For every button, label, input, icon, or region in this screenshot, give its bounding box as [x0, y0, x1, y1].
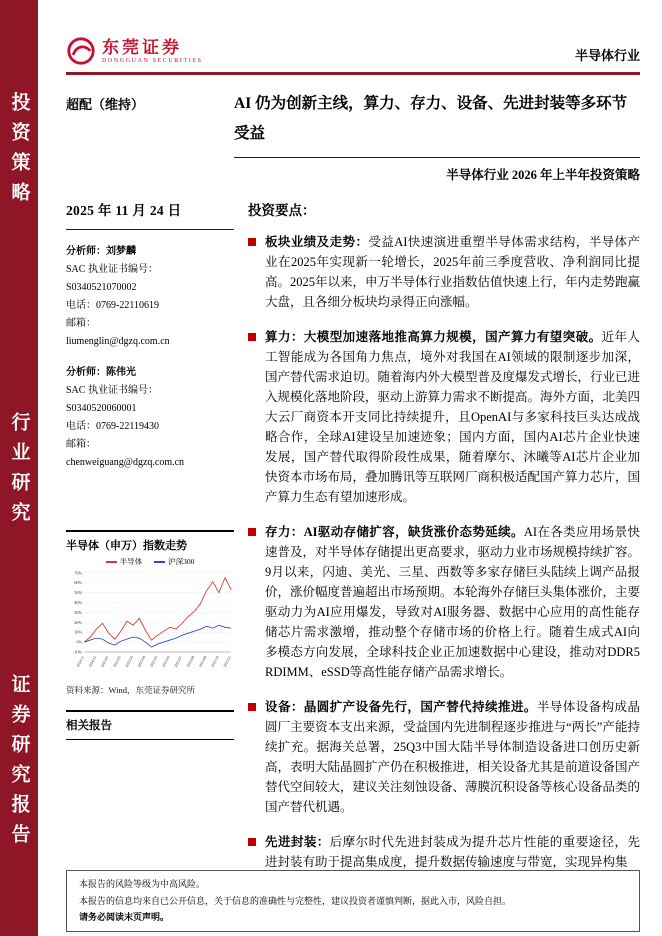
left-column — [66, 199, 234, 887]
sidebar-label-industry-research: 行业研究 — [8, 412, 30, 532]
svg-text:2025/01: 2025/01 — [100, 655, 110, 669]
svg-text:10%: 10% — [74, 630, 83, 636]
analyst-block-2 — [66, 364, 234, 472]
svg-text:20%: 20% — [74, 620, 83, 626]
key-point-computing-power — [248, 327, 640, 507]
bullet-square-icon — [248, 838, 256, 846]
disclaimer-info-source: 本报告的信息均来自已公开信息，关于信息的准确性与完整性，建议投资者谨慎判断，据此入市，风险自担。 — [79, 895, 512, 906]
key-point-body: 半导体设备构成晶圆厂主要资本支出来源，受益国内先进制程逐步推进与“两长”产能持续扩充。据海关总署，25Q3中国大陆半导体制造设备进口创历史新高，表明大陆晶圆扩产仍在积极推进，相关设备尤其是前道设备国产替代空间较大，建议关注刻蚀设备、薄膜沉积设备等核心设备品类的国产替代机遇。 — [265, 700, 641, 815]
analyst-name: 分析师：陈伟光 — [66, 367, 136, 379]
svg-text:2025/07: 2025/07 — [173, 655, 184, 669]
key-point-text — [265, 232, 640, 312]
key-point-sector-performance — [248, 232, 640, 312]
analyst-sac-number: S0340521070002 — [66, 282, 137, 294]
key-point-text — [265, 327, 640, 507]
disclaimer-read-statement: 请务必阅读末页声明。 — [79, 911, 170, 922]
svg-text:2025/03: 2025/03 — [124, 655, 134, 669]
svg-text:2024/11: 2024/11 — [75, 655, 86, 669]
brand-swirl-icon — [66, 36, 96, 66]
bullet-square-icon — [248, 528, 256, 536]
svg-text:2024/12: 2024/12 — [87, 655, 98, 669]
index-chart-section — [66, 530, 234, 696]
chart-title: 半导体（申万）指数走势 — [66, 540, 187, 553]
right-column — [248, 199, 640, 887]
svg-text:2025/02: 2025/02 — [112, 655, 122, 669]
analyst-email-label: 邮箱： — [66, 439, 96, 451]
key-point-body: 后摩尔时代先进封装成为提升芯片性能的重要途径，先进封装有助于提高集成度，提升数据传输速度与带宽，实现异构集 — [265, 835, 640, 870]
analyst-sac-label: SAC 执业证书编号： — [66, 385, 158, 397]
svg-text:2025/10: 2025/10 — [210, 655, 220, 669]
chart-legend — [66, 556, 234, 567]
brand-logo — [66, 36, 203, 66]
report-header — [66, 36, 640, 75]
key-point-text — [265, 832, 640, 872]
svg-text:70%: 70% — [74, 570, 83, 576]
report-subtitle: 半导体行业 2026 年上半年投资策略 — [446, 168, 640, 183]
report-title: AI 仍为创新主线，算力、存力、设备、先进封装等多环节受益 — [234, 95, 628, 143]
key-point-lead: 算力：大模型加速落地推高算力规模，国产算力有望突破。 — [265, 330, 602, 345]
rating-label: 超配（维持） — [66, 97, 145, 112]
brand-name-en: DONGGUAN SECURITIES — [102, 57, 203, 64]
legend-line-icon — [106, 561, 117, 563]
svg-text:2025/05: 2025/05 — [149, 655, 159, 669]
analyst-phone: 电话：0769-22110619 — [66, 300, 159, 312]
title-block — [66, 89, 640, 149]
sidebar-band — [0, 0, 38, 936]
analyst-name: 分析师：刘梦麟 — [66, 246, 136, 258]
disclaimer-box — [66, 870, 640, 932]
brand-text — [102, 38, 203, 64]
key-point-body: AI在各类应用场景快速普及，对半导体存储提出更高要求，驱动力业市场规模持续扩容。9月以来，闪迪、美光、三星、西数等多家存储巨头陆续上调产品报价，涨价幅度普遍超出市场预期。本轮海外存储巨头集体涨价，主要驱动力为AI应用爆发，导致对AI服务器、数据中心应用的高性能存储芯片需求激增，推动整个存储市场的价格上行。随着生成式AI向多模态方向发展，全球科技企业正加速数据中心建设，推动对DDR5 RDIMM、eSSD等高性能存储产品需求增长。 — [265, 525, 641, 680]
svg-text:2025/06: 2025/06 — [161, 655, 171, 669]
svg-text:0%: 0% — [76, 640, 83, 646]
disclaimer-risk-level: 本报告的风险等级为中高风险。 — [79, 879, 206, 890]
sidebar-label-securities-report: 证券研究报告 — [8, 674, 30, 854]
subtitle-row — [234, 157, 640, 183]
key-point-lead: 先进封装： — [265, 835, 330, 850]
key-point-lead: 设备：晶圆扩产设备先行，国产替代持续推进。 — [265, 700, 537, 715]
analyst-block-1 — [66, 243, 234, 351]
legend-line-icon — [154, 561, 165, 563]
key-point-equipment — [248, 697, 640, 817]
key-point-body: 近年人工智能成为各国角力焦点，境外对我国在AI领域的限制逐步加深，国产替代需求迫切。随着海内外大模型普及度爆发式增长，行业已进入规模化落地阶段，驱动上游算力需求不断提高。海外方面，北美四大云厂商资本开支同比持续提升，且OpenAI与多家科技巨头达成战略合作，全球AI建设呈加速迹象；国内方面，国内AI芯片企业快速发展，国产替代取得阶段性成果，随着摩尔、沐曦等AI芯片企业加快资本市场布局，叠加腾讯等互联网厂商积极适配国产算力芯片，国产算力生态有望加速形成。 — [265, 330, 641, 505]
svg-text:2025/09: 2025/09 — [198, 655, 208, 669]
svg-text:50%: 50% — [74, 590, 83, 596]
index-chart-svg — [66, 568, 234, 681]
bullet-square-icon — [248, 703, 256, 711]
analyst-phone: 电话：0769-22119430 — [66, 421, 159, 433]
key-point-storage — [248, 522, 640, 682]
key-point-lead: 存力：AI驱动存储扩容，缺货涨价态势延续。 — [265, 525, 524, 540]
related-reports-header: 相关报告 — [66, 710, 234, 740]
svg-text:30%: 30% — [74, 610, 83, 616]
body-columns — [66, 199, 640, 887]
svg-text:60%: 60% — [74, 580, 83, 586]
bullet-square-icon — [248, 238, 256, 246]
industry-label: 半导体行业 — [574, 48, 640, 63]
brand-name: 东莞证券 — [102, 38, 182, 58]
key-point-lead: 板块业绩及走势： — [265, 235, 369, 250]
key-point-advanced-packaging — [248, 832, 640, 872]
key-point-text — [265, 697, 640, 817]
svg-text:-10%: -10% — [72, 649, 83, 655]
analyst-email: chenweiguang@dgzq.com.cn — [66, 457, 185, 469]
analyst-sac-label: SAC 执业证书编号： — [66, 264, 158, 276]
analyst-sac-number: S0340520060001 — [66, 403, 137, 415]
legend-item-hs300 — [154, 556, 194, 567]
analyst-email: liumenglin@dgzq.com.cn — [66, 336, 170, 348]
legend-label: 半导体 — [119, 557, 143, 567]
key-point-body: 受益AI快速演进重塑半导体需求结构，半导体产业在2025年实现新一轮增长，2025年前三季度营收、净利润同比提高。2025年以来，申万半导体行业指数估值快速上行，年内走势跑赢大盘，且各细分板块均录得正向涨幅。 — [265, 235, 641, 310]
bullet-square-icon — [248, 333, 256, 341]
sidebar-label-investment-strategy: 投资策略 — [8, 92, 30, 212]
svg-text:2025/08: 2025/08 — [186, 655, 196, 669]
legend-label: 沪深300 — [168, 557, 195, 567]
chart-source: 资料来源：Wind，东莞证券研究所 — [66, 685, 196, 696]
key-points-heading: 投资要点： — [248, 203, 316, 219]
legend-item-semiconductor — [106, 556, 143, 567]
report-content — [38, 0, 662, 936]
svg-text:40%: 40% — [74, 600, 83, 606]
report-date: 2025 年 11 月 24 日 — [66, 199, 234, 230]
analyst-email-label: 邮箱： — [66, 318, 96, 330]
svg-text:2025/11: 2025/11 — [222, 655, 233, 669]
key-point-text — [265, 522, 640, 682]
svg-text:2025/04: 2025/04 — [137, 655, 147, 669]
